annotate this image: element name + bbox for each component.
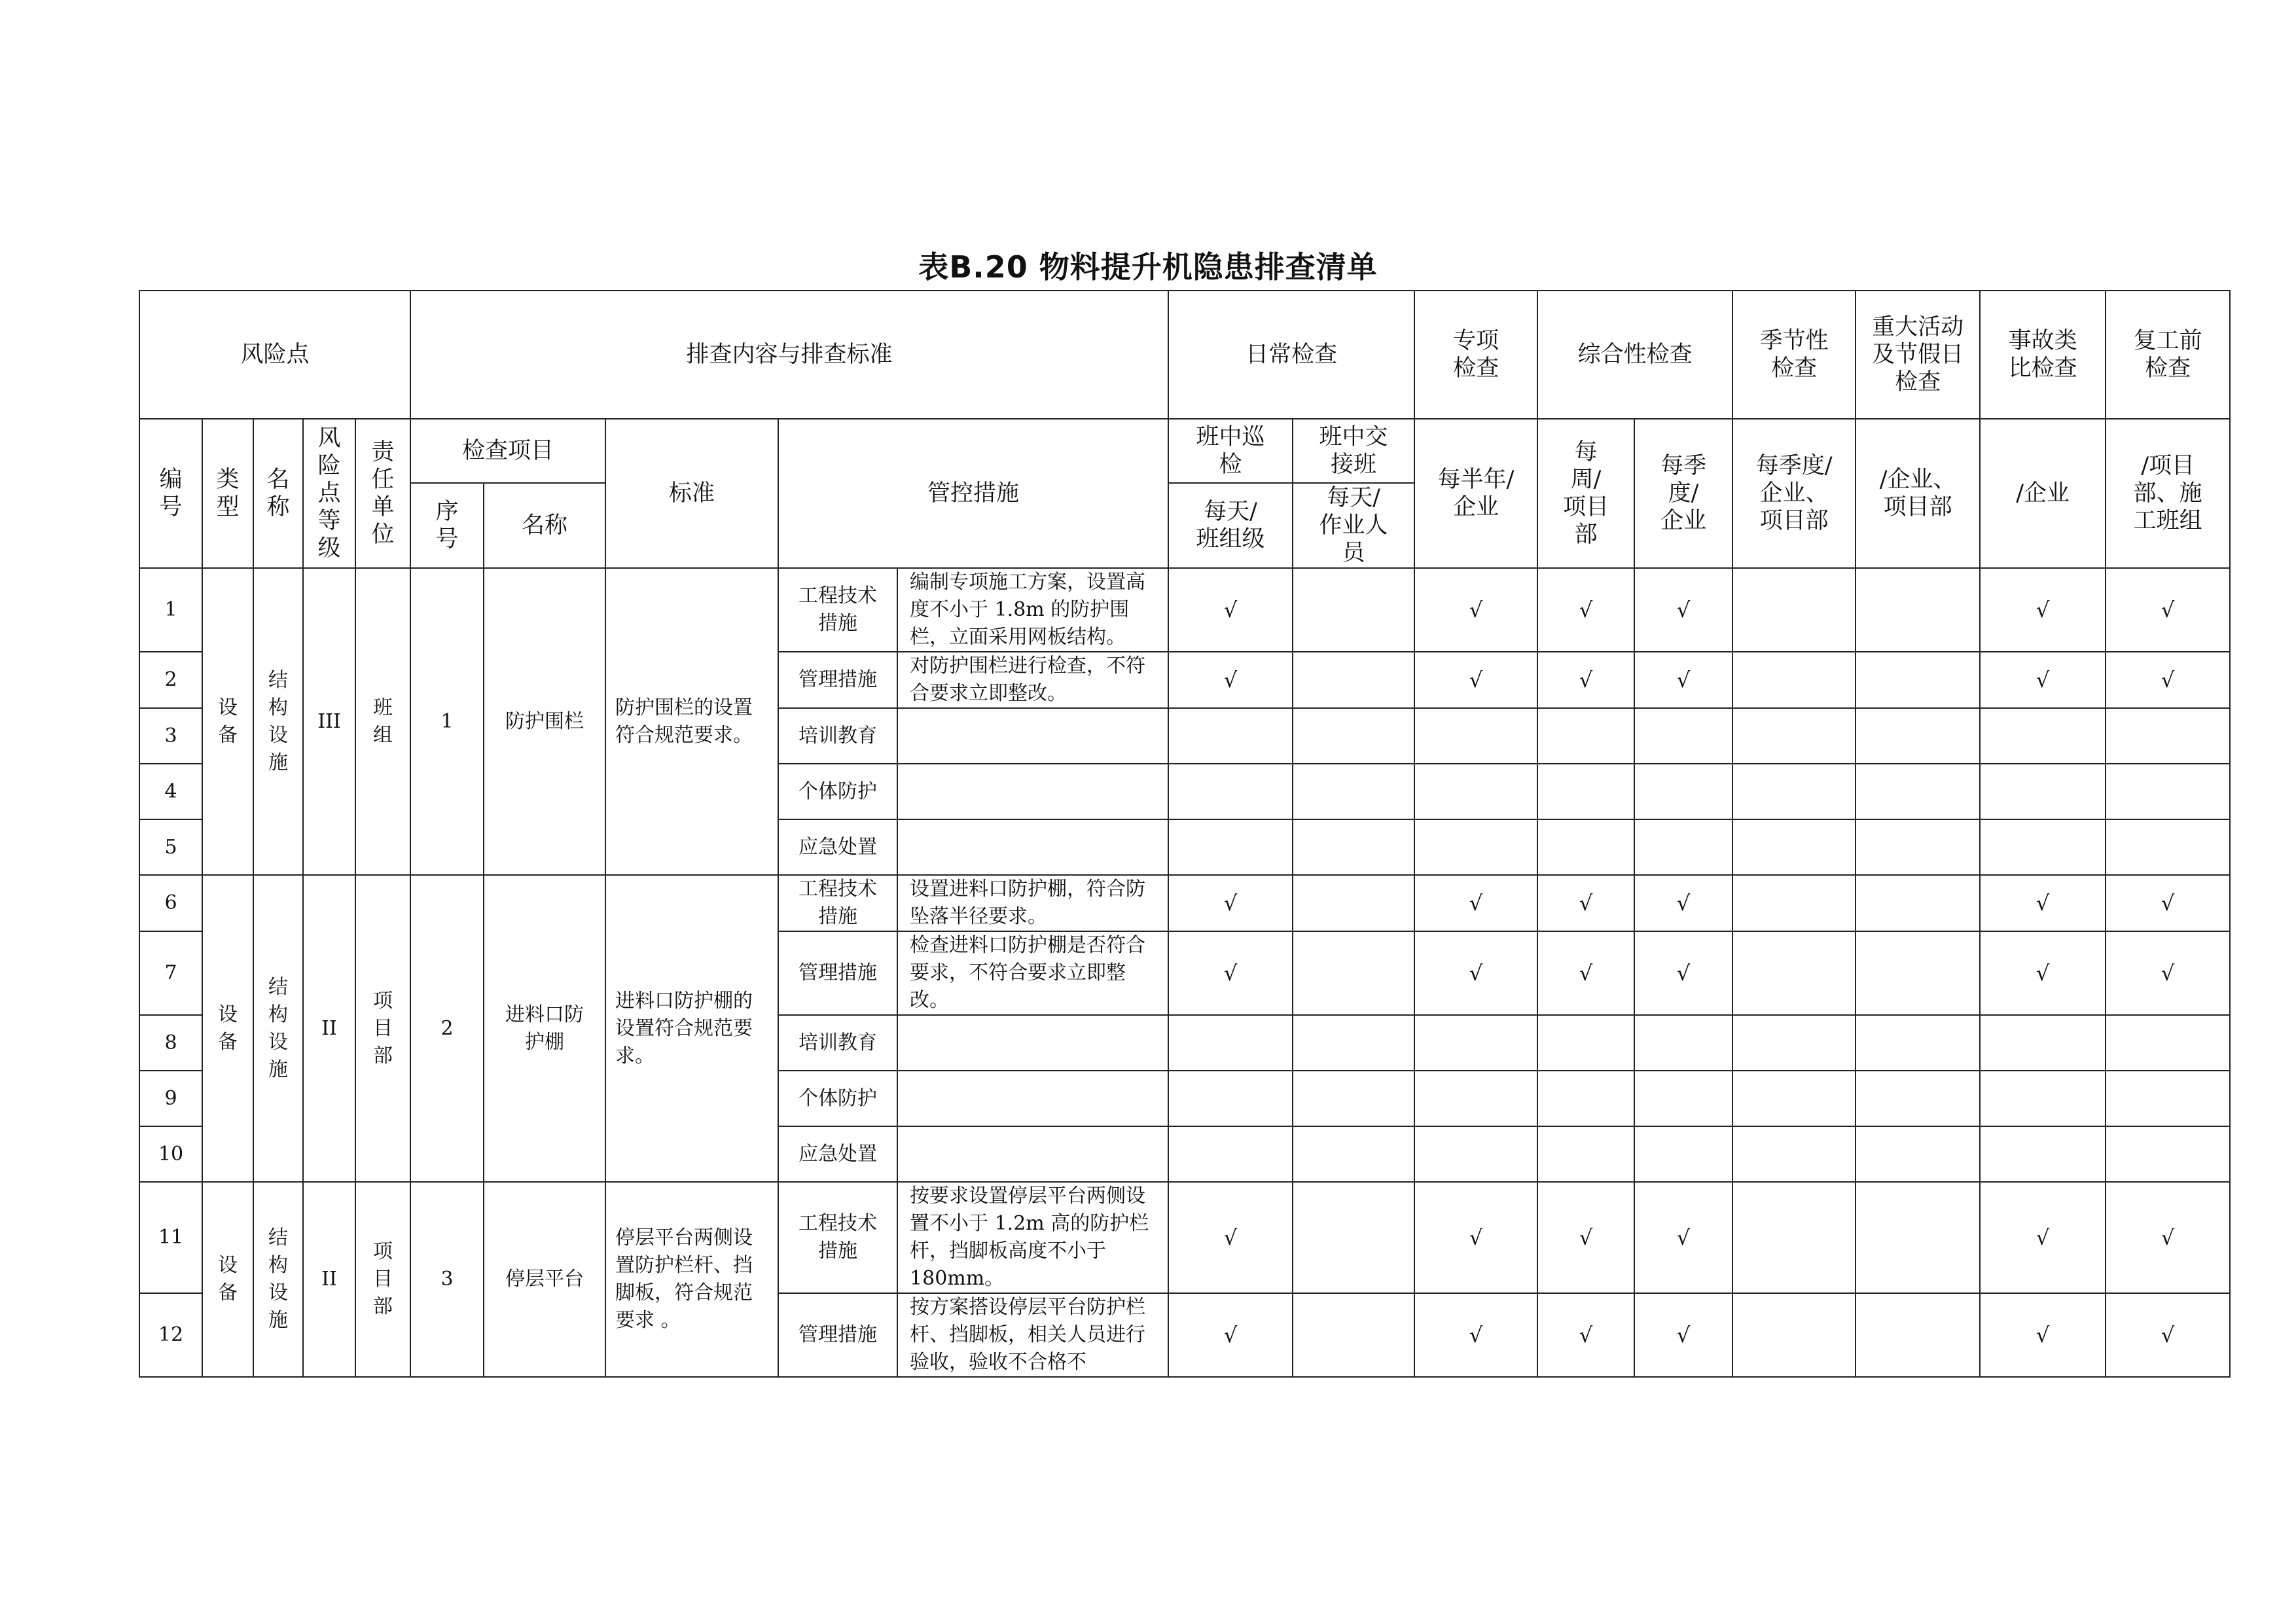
check-holiday [1856, 1293, 1980, 1377]
check-weekly [1537, 1071, 1634, 1126]
check-holiday [1856, 1071, 1980, 1126]
check-accident [1980, 708, 2106, 764]
check-seasonal [1732, 568, 1856, 652]
check-shift-patrol: √ [1168, 931, 1293, 1015]
check-accident [1980, 1126, 2106, 1182]
risk-type: 设备 [202, 875, 253, 1182]
check-seasonal [1732, 1015, 1856, 1071]
check-special: √ [1414, 1182, 1537, 1293]
risk-type: 设备 [202, 1182, 253, 1377]
check-shift-handover [1293, 708, 1414, 764]
row-number: 6 [139, 875, 202, 931]
check-accident: √ [1980, 931, 2106, 1015]
risk-type: 设备 [202, 568, 253, 875]
row-number: 2 [139, 652, 202, 708]
check-shift-patrol [1168, 708, 1293, 764]
check-quarterly [1634, 1126, 1732, 1182]
check-shift-handover [1293, 819, 1414, 875]
check-shift-patrol [1168, 1126, 1293, 1182]
check-shift-handover [1293, 652, 1414, 708]
check-special: √ [1414, 875, 1537, 931]
check-shift-handover [1293, 1071, 1414, 1126]
check-accident: √ [1980, 652, 2106, 708]
item-seq: 3 [410, 1182, 484, 1377]
check-accident [1980, 1015, 2106, 1071]
check-resume: √ [2106, 1182, 2230, 1293]
check-special: √ [1414, 931, 1537, 1015]
row-number: 1 [139, 568, 202, 652]
item-seq: 1 [410, 568, 484, 875]
check-special [1414, 708, 1537, 764]
col-item-name-header: 名称 [484, 483, 605, 568]
measure-type: 应急处置 [778, 819, 897, 875]
standard-header: 标准 [605, 419, 778, 568]
check-holiday [1856, 819, 1980, 875]
freq-seasonal: 每季度/企业、项目部 [1732, 419, 1856, 568]
col-number-header: 编号 [139, 419, 202, 568]
row-number: 5 [139, 819, 202, 875]
check-weekly [1537, 819, 1634, 875]
row-number: 7 [139, 931, 202, 1015]
check-seasonal [1732, 931, 1856, 1015]
check-shift-patrol: √ [1168, 568, 1293, 652]
item-name: 进料口防护棚 [484, 875, 605, 1182]
check-shift-handover [1293, 764, 1414, 819]
seasonal-check-header: 季节性检查 [1732, 291, 1856, 419]
col-seq-header: 序号 [410, 483, 484, 568]
check-quarterly: √ [1634, 875, 1732, 931]
check-accident [1980, 764, 2106, 819]
measure-type: 工程技术措施 [778, 875, 897, 931]
freq-resume: /项目部、施工班组 [2106, 419, 2230, 568]
content-standard-header: 排查内容与排查标准 [410, 291, 1168, 419]
freq-shift-handover: 每天/作业人员 [1293, 483, 1414, 568]
page-title: 表B.20 物料提升机隐患排查清单 [918, 249, 1378, 285]
check-holiday [1856, 764, 1980, 819]
risk-name: 结构设施 [253, 1182, 303, 1377]
item-name: 防护围栏 [484, 568, 605, 875]
responsible-unit: 项目部 [355, 875, 410, 1182]
check-accident: √ [1980, 1182, 2106, 1293]
measure-text [897, 708, 1168, 764]
measure-text: 编制专项施工方案，设置高度不小于 1.8m 的防护围栏，立面采用网板结构。 [897, 568, 1168, 652]
check-shift-patrol [1168, 1015, 1293, 1071]
resume-check-header: 复工前检查 [2106, 291, 2230, 419]
check-quarterly [1634, 764, 1732, 819]
freq-shift-patrol: 每天/班组级 [1168, 483, 1293, 568]
check-accident [1980, 1071, 2106, 1126]
check-seasonal [1732, 1293, 1856, 1377]
check-special [1414, 1015, 1537, 1071]
check-weekly: √ [1537, 1182, 1634, 1293]
check-seasonal [1732, 1126, 1856, 1182]
check-shift-handover [1293, 875, 1414, 931]
check-special [1414, 764, 1537, 819]
check-quarterly [1634, 1071, 1732, 1126]
check-resume [2106, 1126, 2230, 1182]
item-seq: 2 [410, 875, 484, 1182]
standard-text: 停层平台两侧设置防护栏杆、挡脚板，符合规范要求 。 [605, 1182, 778, 1377]
check-accident [1980, 819, 2106, 875]
check-shift-patrol: √ [1168, 1182, 1293, 1293]
special-check-header: 专项检查 [1414, 291, 1537, 419]
freq-quarterly: 每季度/企业 [1634, 419, 1732, 568]
table-row [139, 1182, 2230, 1293]
check-holiday [1856, 1015, 1980, 1071]
accident-check-header: 事故类比检查 [1980, 291, 2106, 419]
row-number: 10 [139, 1126, 202, 1182]
check-accident: √ [1980, 875, 2106, 931]
check-resume: √ [2106, 652, 2230, 708]
row-number: 11 [139, 1182, 202, 1293]
measure-text: 设置进料口防护棚，符合防坠落半径要求。 [897, 875, 1168, 931]
responsible-unit: 项目部 [355, 1182, 410, 1377]
check-seasonal [1732, 1182, 1856, 1293]
col-type-header: 类型 [202, 419, 253, 568]
row-number: 9 [139, 1071, 202, 1126]
col-unit-header: 责任单位 [355, 419, 410, 568]
check-shift-patrol: √ [1168, 652, 1293, 708]
check-holiday [1856, 875, 1980, 931]
risk-name: 结构设施 [253, 568, 303, 875]
row-number: 8 [139, 1015, 202, 1071]
row-number: 3 [139, 708, 202, 764]
check-resume: √ [2106, 568, 2230, 652]
check-quarterly [1634, 708, 1732, 764]
measure-text: 检查进料口防护棚是否符合要求，不符合要求立即整改。 [897, 931, 1168, 1015]
check-resume: √ [2106, 875, 2230, 931]
risk-level: II [303, 1182, 355, 1377]
check-seasonal [1732, 764, 1856, 819]
check-seasonal [1732, 708, 1856, 764]
col-name-header: 名称 [253, 419, 303, 568]
measure-text: 按方案搭设停层平台防护栏杆、挡脚板，相关人员进行验收，验收不合格不 [897, 1293, 1168, 1377]
check-holiday [1856, 1182, 1980, 1293]
check-weekly: √ [1537, 875, 1634, 931]
check-accident: √ [1980, 1293, 2106, 1377]
table-row [139, 568, 2230, 652]
measure-text: 对防护围栏进行检查，不符合要求立即整改。 [897, 652, 1168, 708]
freq-special: 每半年/企业 [1414, 419, 1537, 568]
check-shift-handover [1293, 1182, 1414, 1293]
check-quarterly: √ [1634, 1182, 1732, 1293]
header-row-1 [139, 291, 2230, 419]
check-seasonal [1732, 1071, 1856, 1126]
measure-type: 管理措施 [778, 652, 897, 708]
check-resume [2106, 1015, 2230, 1071]
check-resume [2106, 819, 2230, 875]
check-accident: √ [1980, 568, 2106, 652]
measure-type: 应急处置 [778, 1126, 897, 1182]
measure-type: 工程技术措施 [778, 568, 897, 652]
measure-type: 工程技术措施 [778, 1182, 897, 1293]
check-seasonal [1732, 875, 1856, 931]
responsible-unit: 班组 [355, 568, 410, 875]
check-shift-handover [1293, 1015, 1414, 1071]
check-special: √ [1414, 568, 1537, 652]
check-weekly [1537, 1015, 1634, 1071]
check-weekly: √ [1537, 931, 1634, 1015]
check-holiday [1856, 931, 1980, 1015]
risk-point-header: 风险点 [139, 291, 410, 419]
check-shift-handover [1293, 931, 1414, 1015]
measure-type: 个体防护 [778, 1071, 897, 1126]
check-quarterly: √ [1634, 652, 1732, 708]
header-row-2 [139, 419, 2230, 483]
measure-text [897, 1015, 1168, 1071]
check-holiday [1856, 652, 1980, 708]
check-shift-handover [1293, 1293, 1414, 1377]
shift-handover-header: 班中交接班 [1293, 419, 1414, 483]
check-special [1414, 1071, 1537, 1126]
risk-name: 结构设施 [253, 875, 303, 1182]
freq-accident: /企业 [1980, 419, 2106, 568]
risk-level: II [303, 875, 355, 1182]
item-name: 停层平台 [484, 1182, 605, 1377]
check-shift-patrol [1168, 819, 1293, 875]
measure-type: 培训教育 [778, 708, 897, 764]
daily-check-header: 日常检查 [1168, 291, 1414, 419]
standard-text: 防护围栏的设置符合规范要求。 [605, 568, 778, 875]
check-resume: √ [2106, 1293, 2230, 1377]
measures-header: 管控措施 [778, 419, 1168, 568]
check-weekly [1537, 764, 1634, 819]
comprehensive-check-header: 综合性检查 [1537, 291, 1732, 419]
check-quarterly: √ [1634, 568, 1732, 652]
check-quarterly [1634, 819, 1732, 875]
check-quarterly: √ [1634, 1293, 1732, 1377]
risk-level: III [303, 568, 355, 875]
check-special [1414, 1126, 1537, 1182]
measure-text [897, 819, 1168, 875]
measure-text [897, 1126, 1168, 1182]
freq-holiday: /企业、项目部 [1856, 419, 1980, 568]
measure-text [897, 764, 1168, 819]
check-holiday [1856, 1126, 1980, 1182]
check-weekly: √ [1537, 568, 1634, 652]
check-holiday [1856, 708, 1980, 764]
measure-text: 按要求设置停层平台两侧设置不小于 1.2m 高的防护栏杆，挡脚板高度不小于180mm。 [897, 1182, 1168, 1293]
check-quarterly: √ [1634, 931, 1732, 1015]
check-special: √ [1414, 652, 1537, 708]
measure-type: 个体防护 [778, 764, 897, 819]
check-shift-patrol [1168, 1071, 1293, 1126]
check-shift-patrol [1168, 764, 1293, 819]
measure-type: 管理措施 [778, 931, 897, 1015]
check-weekly [1537, 708, 1634, 764]
row-number: 4 [139, 764, 202, 819]
check-special: √ [1414, 1293, 1537, 1377]
check-shift-handover [1293, 1126, 1414, 1182]
check-resume: √ [2106, 931, 2230, 1015]
check-holiday [1856, 568, 1980, 652]
shift-patrol-header: 班中巡检 [1168, 419, 1293, 483]
check-quarterly [1634, 1015, 1732, 1071]
measure-type: 培训教育 [778, 1015, 897, 1071]
measure-text [897, 1071, 1168, 1126]
holiday-check-header: 重大活动及节假日检查 [1856, 291, 1980, 419]
check-seasonal [1732, 652, 1856, 708]
check-resume [2106, 708, 2230, 764]
col-level-header: 风险点等级 [303, 419, 355, 568]
hazard-checklist-table [139, 290, 2231, 1378]
row-number: 12 [139, 1293, 202, 1377]
check-resume [2106, 764, 2230, 819]
check-resume [2106, 1071, 2230, 1126]
check-weekly [1537, 1126, 1634, 1182]
check-shift-patrol: √ [1168, 1293, 1293, 1377]
check-special [1414, 819, 1537, 875]
measure-type: 管理措施 [778, 1293, 897, 1377]
table-row [139, 875, 2230, 931]
standard-text: 进料口防护棚的设置符合规范要求。 [605, 875, 778, 1182]
check-seasonal [1732, 819, 1856, 875]
check-weekly: √ [1537, 652, 1634, 708]
check-shift-handover [1293, 568, 1414, 652]
check-weekly: √ [1537, 1293, 1634, 1377]
check-shift-patrol: √ [1168, 875, 1293, 931]
check-item-header: 检查项目 [410, 419, 605, 483]
freq-weekly: 每周/项目部 [1537, 419, 1634, 568]
